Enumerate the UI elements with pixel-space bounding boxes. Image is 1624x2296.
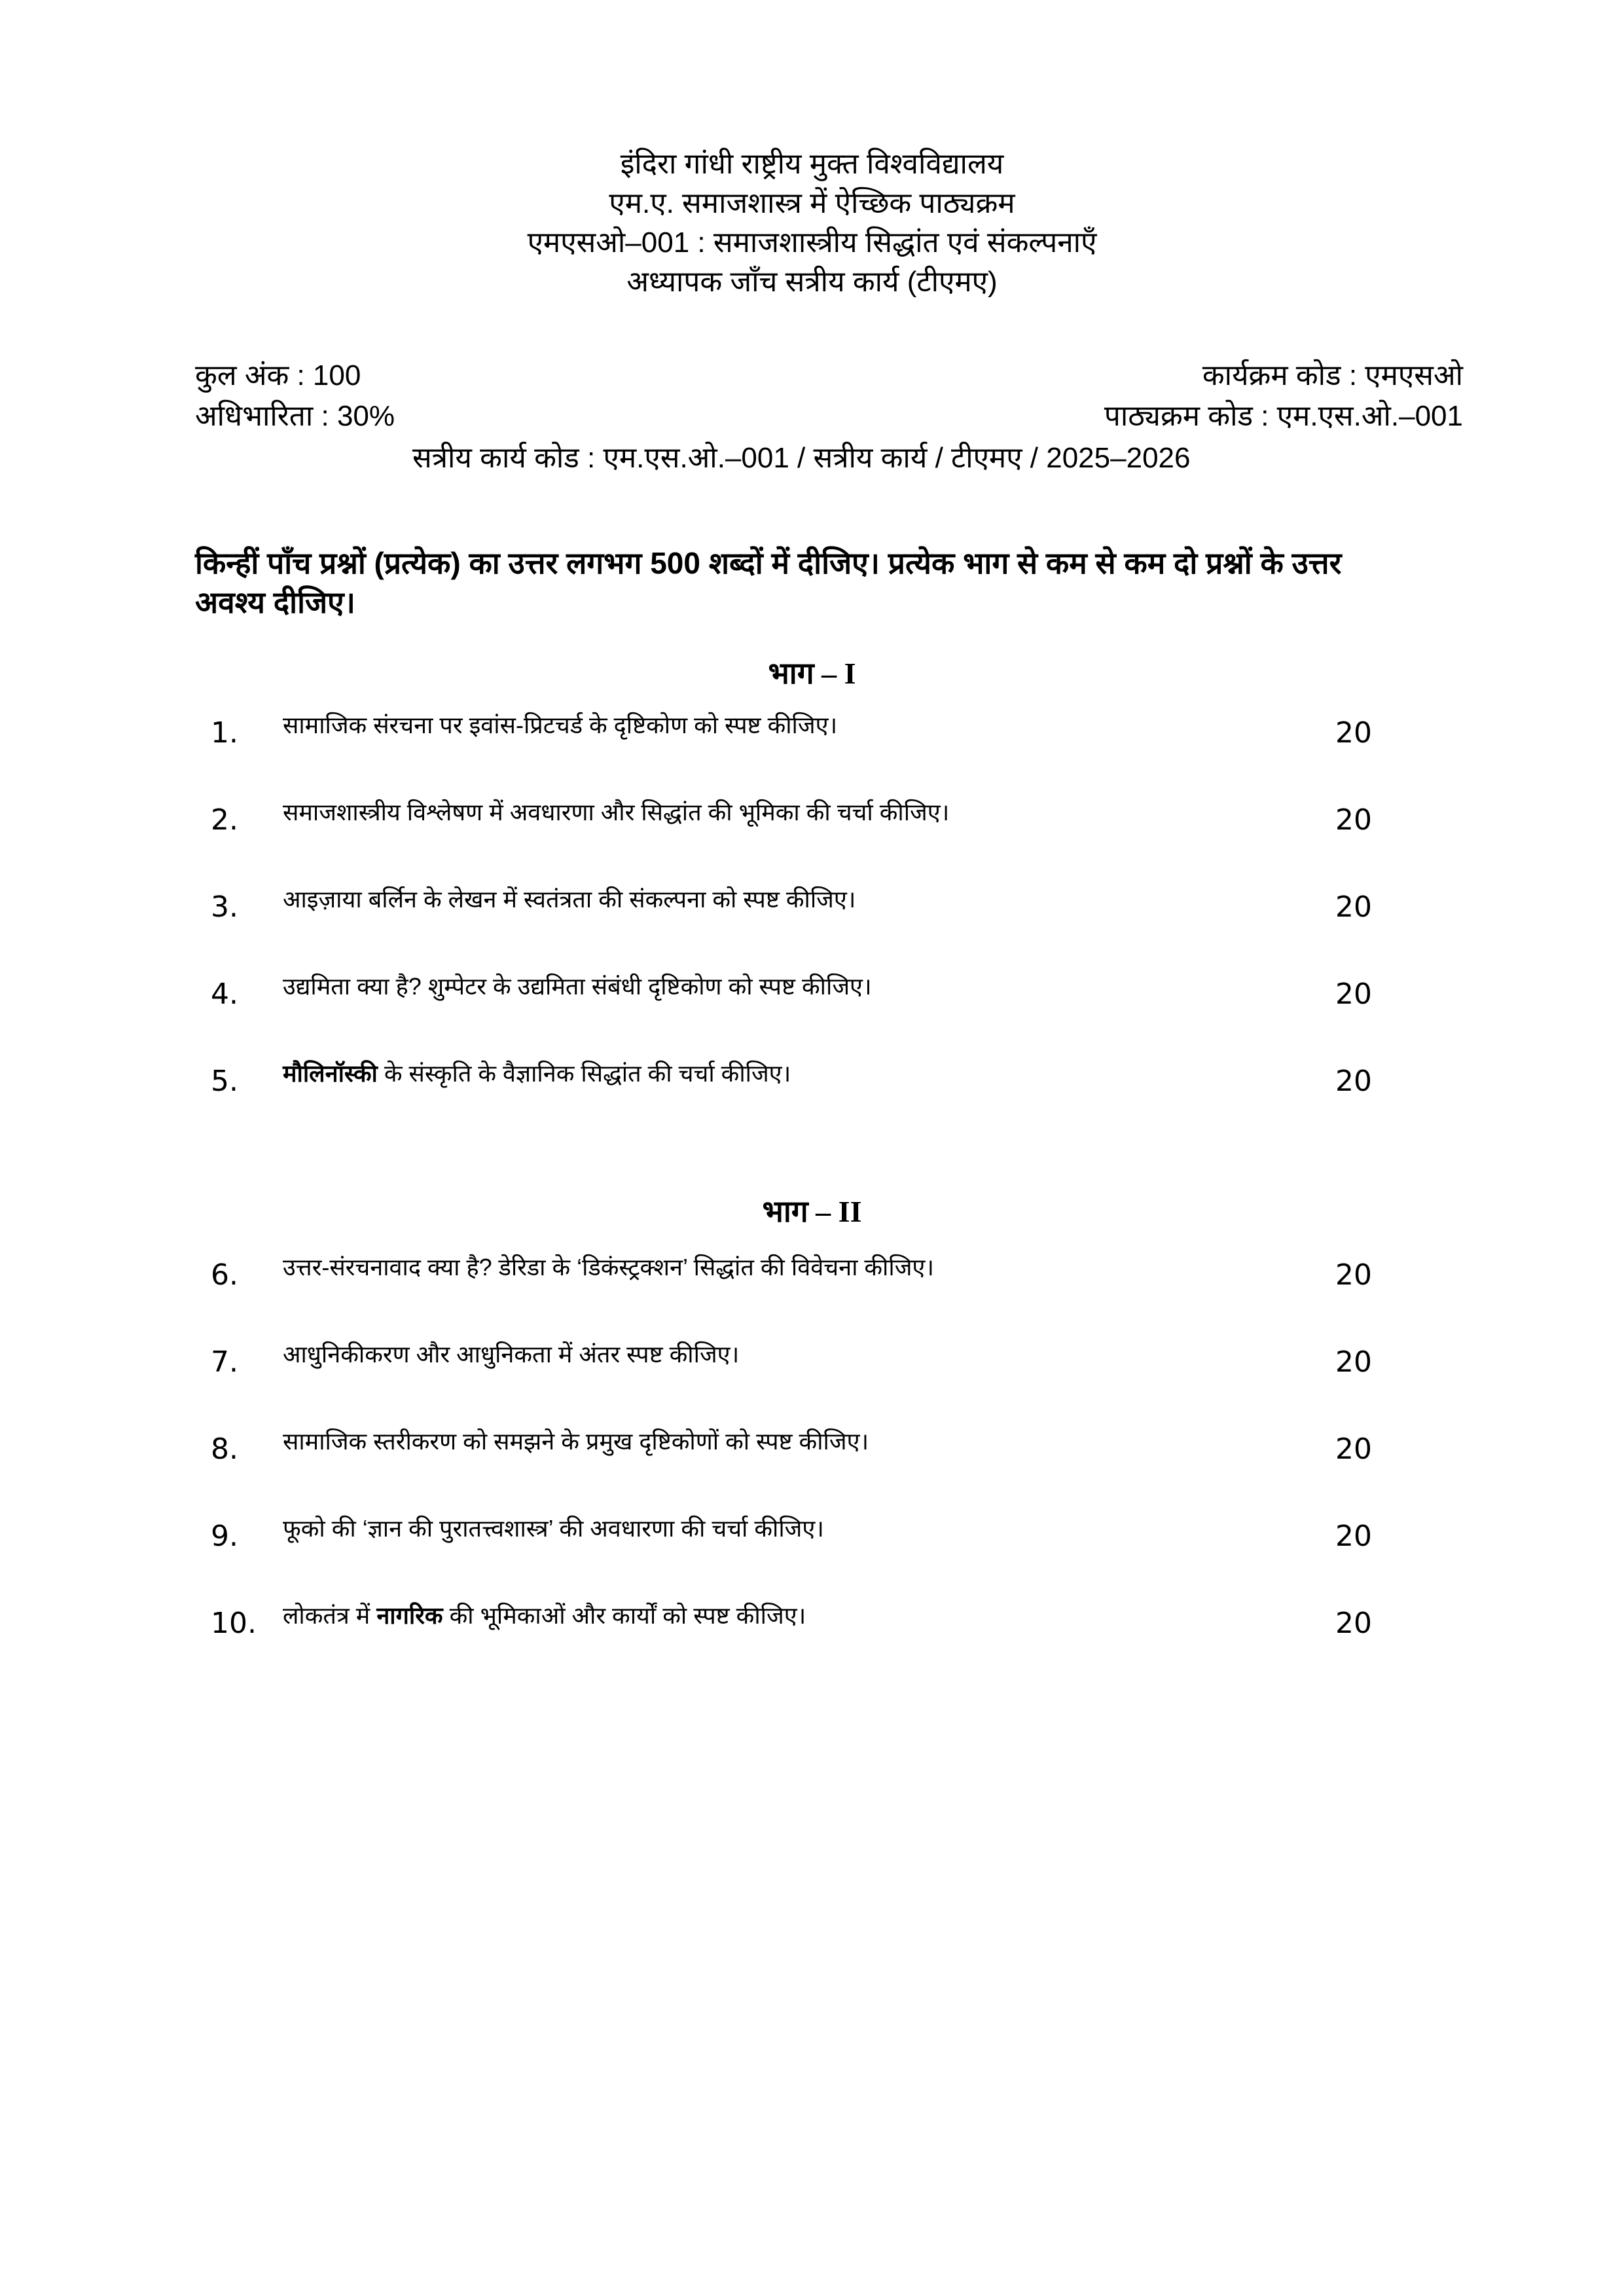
programme-title: एम.ए. समाजशास्त्र में ऐच्छिक पाठ्यक्रम: [609, 187, 1015, 219]
programme-code: कार्यक्रम कोड : एमएसओ: [1202, 359, 1463, 392]
question-text: आइज़ाया बर्लिन के लेखन में स्वतंत्रता की संकल्पना को स्पष्ट कीजिए।: [283, 886, 856, 913]
question-row: [211, 1250, 1389, 1303]
question-marks: 20: [1335, 1607, 1372, 1640]
question-text: समाजशास्त्रीय विश्लेषण में अवधारणा और सिद्धांत की भूमिका की चर्चा कीजिए।: [283, 799, 950, 826]
question-row: [211, 795, 1389, 848]
question-row: [211, 970, 1389, 1022]
question-number: 6.: [211, 1258, 238, 1292]
question-text: उद्यमिता क्या है? शुम्पेटर के उद्यमिता संबंधी दृष्टिकोण को स्पष्ट कीजिए।: [283, 973, 872, 1000]
question-text: फूको की ‘ज्ञान की पुरातत्त्वशास्त्र’ की अवधारणा की चर्चा कीजिए।: [283, 1515, 824, 1542]
question-marks: 20: [1335, 803, 1372, 837]
question-number: 2.: [211, 803, 238, 837]
question-marks: 20: [1335, 977, 1372, 1011]
question-number: 5.: [211, 1065, 238, 1098]
question-text: सामाजिक स्तरीकरण को समझने के प्रमुख दृष्टिकोणों को स्पष्ट कीजिए।: [283, 1428, 869, 1455]
section-heading-1: भाग – I: [768, 657, 856, 690]
course-title: एमएसओ–001 : समाजशास्त्रीय सिद्धांत एवं संकल्पनाएँ: [527, 227, 1097, 259]
bold-term: नागरिक: [376, 1602, 443, 1629]
question-number: 7.: [211, 1345, 238, 1379]
question-marks: 20: [1335, 1520, 1372, 1553]
question-text: उत्तर-संरचनावाद क्या है? डेरिडा के ‘डिकंस्ट्रक्शन’ सिद्धांत की विवेचना कीजिए।: [283, 1254, 934, 1281]
assignment-code: सत्रीय कार्य कोड : एम.एस.ओ.–001 / सत्रीय कार्य / टीएमए / 2025–2026: [412, 442, 1191, 474]
question-row: [211, 1057, 1389, 1109]
question-number: 4.: [211, 977, 238, 1011]
question-marks: 20: [1335, 716, 1372, 750]
question-text-rest: की भूमिकाओं और कार्यों को स्पष्ट कीजिए।: [442, 1602, 806, 1629]
question-marks: 20: [1335, 1065, 1372, 1098]
assignment-type: अध्यापक जाँच सत्रीय कार्य (टीएमए): [626, 266, 998, 298]
question-row: [211, 1338, 1389, 1390]
question-number: 8.: [211, 1432, 238, 1466]
section-heading-2: भाग – II: [762, 1195, 862, 1228]
question-row: [211, 708, 1389, 761]
question-text: सामाजिक संरचना पर इवांस-प्रिटचर्ड के दृष्टिकोण को स्पष्ट कीजिए।: [283, 712, 838, 738]
course-code: पाठ्यक्रम कोड : एम.एस.ओ.–001: [1104, 400, 1463, 432]
question-text: आधुनिकीकरण और आधुनिकता में अंतर स्पष्ट कीजिए।: [283, 1341, 740, 1368]
question-row: [211, 1512, 1389, 1564]
question-text: [283, 1599, 806, 1631]
question-row: [211, 883, 1389, 935]
university-name: इंदिरा गांधी राष्ट्रीय मुक्त विश्वविद्यालय: [620, 148, 1004, 180]
question-marks: 20: [1335, 1345, 1372, 1379]
question-number: 9.: [211, 1520, 238, 1553]
question-text-pre: लोकतंत्र में: [283, 1602, 377, 1629]
question-text: [283, 1057, 791, 1089]
question-number: 10.: [211, 1607, 257, 1640]
question-text-rest: के संस्कृति के वैज्ञानिक सिद्धांत की चर्चा कीजिए।: [377, 1060, 791, 1087]
question-row: [211, 1599, 1389, 1651]
question-marks: 20: [1335, 1432, 1372, 1466]
instructions: किन्हीं पाँच प्रश्नों (प्रत्येक) का उत्तर लगभग 500 शब्दों में दीजिए। प्रत्येक भाग से कम से कम दो प्रश्नों के उत्तर अवश्य दीजिए।: [195, 546, 1342, 619]
total-marks: कुल अंक : 100: [195, 359, 361, 392]
weightage: अधिभारिता : 30%: [195, 400, 395, 432]
question-number: 1.: [211, 716, 238, 750]
question-number: 3.: [211, 890, 238, 924]
question-marks: 20: [1335, 890, 1372, 924]
author-name: मौलिनॉस्की: [283, 1060, 378, 1087]
question-row: [211, 1425, 1389, 1477]
question-marks: 20: [1335, 1258, 1372, 1292]
